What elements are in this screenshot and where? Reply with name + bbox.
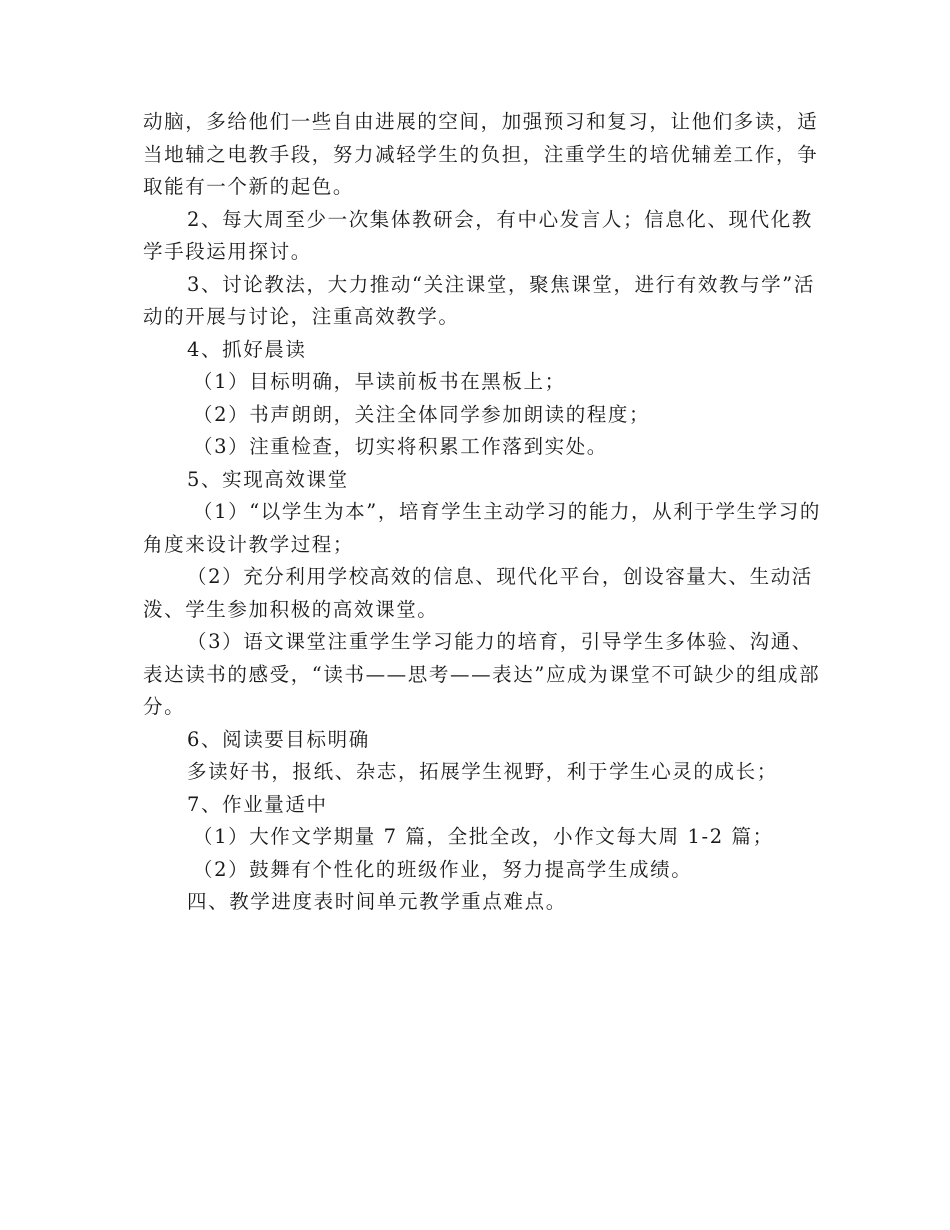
sub-item-5-3: （3）语文课堂注重学生学习能力的培育，引导学生多体验、沟通、表达读书的感受，“读书——思考——表达”应成为课堂不可缺少的组成部分。 [143, 630, 821, 718]
heading-item-6: 6、阅读要目标明确 [187, 727, 370, 751]
heading-item-5: 5、实现高效课堂 [187, 467, 349, 491]
sub-item-7-2: （2）鼓舞有个性化的班级作业，努力提高学生成绩。 [193, 857, 693, 881]
paragraph-item-6-body: 多读好书，报纸、杂志，拓展学生视野，利于学生心灵的成长； [187, 760, 778, 783]
heading-item-7: 7、作业量适中 [187, 792, 328, 816]
paragraph-item-3: 3、讨论教法，大力推动“关注课堂，聚焦课堂，进行有效教与学”活动的开展与讨论，注重高效教学。 [143, 272, 815, 328]
sub-item-7-1: （1）大作文学期量 7 篇，全批全改，小作文每大周 1-2 篇； [193, 825, 774, 848]
section-heading-4: 四、教学进度表时间单元教学重点难点。 [187, 890, 567, 913]
paragraph-continuation: 动脑，多给他们一些自由进展的空间，加强预习和复习，让他们多读，适当地辅之电教手段，努力减轻学生的负担，注重学生的培优辅差工作，争取能有一个新的起色。 [143, 110, 819, 198]
sub-item-4-2: （2）书声朗朗，关注全体同学参加朗读的程度； [193, 402, 651, 426]
heading-item-4: 4、抓好晨读 [187, 337, 307, 361]
sub-item-5-2: （2）充分利用学校高效的信息、现代化平台，创设容量大、生动活泼、学生参加积极的高效课堂。 [143, 565, 813, 621]
sub-item-4-3: （3）注重检查，切实将积累工作落到实处。 [193, 435, 608, 458]
document-body [143, 106, 833, 919]
sub-item-5-1: （1）“以学生为本”，培育学生主动学习的能力，从利于学生学习的角度来设计教学过程； [143, 500, 821, 556]
sub-item-4-1: （1）目标明确，早读前板书在黑板上； [193, 370, 566, 393]
paragraph-item-2: 2、每大周至少一次集体教研会，有中心发言人；信息化、现代化教学手段运用探讨。 [143, 207, 813, 263]
